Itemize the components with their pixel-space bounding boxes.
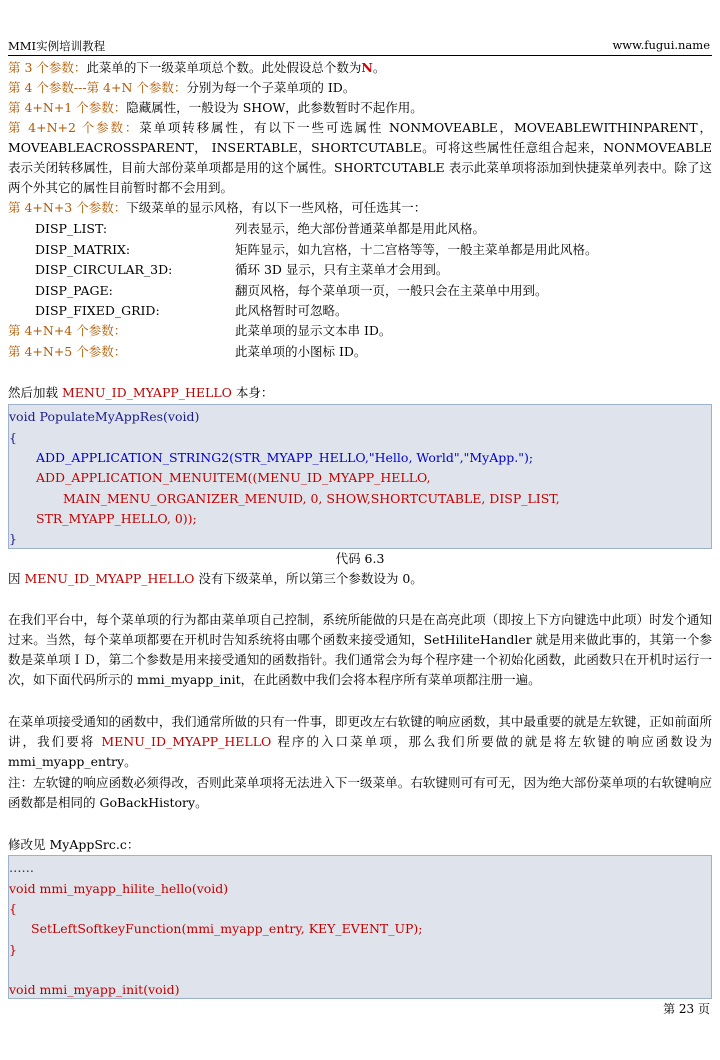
header-divider — [8, 55, 712, 56]
load-intro-pre: 然后加载 — [8, 385, 62, 400]
param-label: 第 4+N+4 个参数： — [8, 323, 127, 338]
param-text: 隐藏属性，一般设为 SHOW，此参数暂时不起作用。 — [126, 100, 423, 115]
param-4 — [8, 78, 712, 98]
style-name: DISP_LIST: — [35, 221, 108, 236]
style-name: DISP_FIXED_GRID: — [35, 303, 160, 318]
load-intro — [8, 383, 712, 403]
param-4n1 — [8, 98, 712, 118]
param-4n4 — [8, 321, 712, 341]
param-text: 此菜单项的显示文本串 ID。 — [235, 323, 392, 338]
because-ident: MENU_ID_MYAPP_HELLO — [24, 571, 195, 586]
param-4n2 — [8, 118, 712, 198]
param-end: 。 — [372, 60, 386, 75]
param-label: 第 3 个参数： — [8, 60, 87, 75]
param-label: 第 4+N+5 个参数： — [8, 344, 127, 359]
code-line: ADD_APPLICATION_STRING2(STR_MYAPP_HELLO,"Hello, World","MyApp."); — [36, 450, 534, 465]
header-title: MMI实例培训教程 — [8, 39, 106, 53]
code-block-1 — [8, 404, 712, 549]
style-row — [8, 240, 712, 260]
style-desc: 循环 3D 显示，只有主菜单才会用到。 — [235, 262, 449, 277]
header-site: www.fugui.name — [612, 38, 710, 52]
param-label: 第 4+N+2 个参数： — [8, 120, 140, 135]
style-name: DISP_CIRCULAR_3D: — [35, 262, 173, 277]
style-row — [8, 219, 712, 239]
param-label: 第 4+N+1 个参数： — [8, 100, 127, 115]
code-line: { — [9, 901, 17, 916]
paragraph-1: 在我们平台中，每个菜单项的行为都由菜单项自己控制，系统所能做的只是在高亮此项（即按上下方向键选中此项）时发个通知过来。当然，每个菜单项都要在开机时告知系统将由哪个函数来接受通知，SetHiliteHandler 就是用来做此事的，其第一个参数是菜单项ＩＤ，第二个参数是用来接受通知的函数指针。我们通常会为每个程序建一个初始化函数，此函数只在开机时运行一次，如下面代码所示的 mmi_myapp_init，在此函数中我们会将本程序所有菜单项都注册一遍。 — [8, 612, 712, 687]
page-number: 第 23 页 — [663, 1002, 710, 1016]
style-desc: 矩阵显示，如九宫格，十二宫格等等，一般主菜单都是用此风格。 — [235, 242, 598, 257]
paragraph-2-post: 程序的入口菜单项，那么我们所要做的就是将左软键的响应函数设为 mmi_myapp_entry。 — [8, 734, 712, 769]
load-intro-post: 本身： — [231, 385, 274, 400]
param-text: 此菜单项的小图标 ID。 — [235, 344, 367, 359]
param-text: 下级菜单的显示风格，有以下一些风格，可任选其一： — [126, 200, 427, 215]
style-name: DISP_PAGE: — [35, 283, 113, 298]
param-4n5 — [8, 342, 712, 362]
style-name: DISP_MATRIX: — [35, 242, 131, 257]
paragraph-3: 注：左软键的响应函数必须得改，否则此菜单项将无法进入下一级菜单。右软键则可有可无，因为绝大部份菜单项的右软键响应函数都是相同的 GoBackHistory。 — [8, 775, 712, 810]
paragraph-2-pre: 在菜单项接受通知的函数中，我们通常所做的只有一件事，即更改左右软键的响应函数，其中最重要的就是左软键，正如前面所讲，我们要将 — [8, 714, 712, 749]
load-intro-ident: MENU_ID_MYAPP_HELLO — [61, 385, 232, 400]
style-row — [8, 281, 712, 301]
modify-line: 修改见 MyAppSrc.c： — [8, 837, 140, 852]
paragraph-2 — [8, 712, 712, 772]
style-row — [8, 260, 712, 280]
code-line: …… — [9, 860, 34, 875]
style-desc: 翻页风格，每个菜单项一页，一般只会在主菜单中用到。 — [235, 283, 548, 298]
param-label: 第 4 个参数---第 4+N 个参数： — [8, 80, 187, 95]
code-line: MAIN_MENU_ORGANIZER_MENUID, 0, SHOW,SHORTCUTABLE, DISP_LIST, — [63, 491, 560, 506]
code-line: STR_MYAPP_HELLO, 0)); — [36, 511, 197, 526]
code-line: } — [9, 942, 17, 957]
param-n: N — [361, 60, 373, 75]
style-desc: 此风格暂时可忽略。 — [235, 303, 348, 318]
style-desc: 列表显示，绝大部份普通菜单都是用此风格。 — [235, 221, 486, 236]
code-line: { — [9, 430, 17, 445]
param-text: 菜单项转移属性，有以下一些可选属性 NONMOVEABLE，MOVEABLEWITHINPARENT，MOVEABLEACROSSPARENT， INSERTABLE，SHORTCUTABLE。可将这些属性任意组合起来，NONMOVEABLE 表示关闭转移属性，目前大部份菜单项都是用的这个属性。SHORTCUTABLE 表示此菜单项将添加到快捷菜单列表中。除了这两个外其它的属性目前暂时都不会用到。 — [8, 120, 712, 195]
because-pre: 因 — [8, 571, 25, 586]
code-caption: 代码 6.3 — [335, 551, 385, 566]
code-line: SetLeftSoftkeyFunction(mmi_myapp_entry, KEY_EVENT_UP); — [31, 921, 423, 936]
paragraph-2-ident: MENU_ID_MYAPP_HELLO — [101, 734, 272, 749]
code-line: void mmi_myapp_hilite_hello(void) — [9, 881, 229, 896]
param-3 — [8, 58, 712, 78]
param-text: 分别为每一个子菜单项的 ID。 — [186, 80, 356, 95]
code-line: ADD_APPLICATION_MENUITEM((MENU_ID_MYAPP_HELLO, — [36, 470, 431, 485]
code-line: void mmi_myapp_init(void) — [9, 982, 180, 997]
code-block-2 — [8, 855, 712, 999]
code-line: void PopulateMyAppRes(void) — [9, 409, 200, 424]
because-line — [8, 569, 712, 589]
code-line: } — [9, 531, 17, 546]
param-label: 第 4+N+3 个参数： — [8, 200, 127, 215]
param-text: 此菜单的下一级菜单项总个数。此处假设总个数为 — [86, 60, 362, 75]
style-row — [8, 301, 712, 321]
because-post: 没有下级菜单，所以第三个参数设为 0。 — [194, 571, 423, 586]
param-4n3 — [8, 198, 712, 218]
